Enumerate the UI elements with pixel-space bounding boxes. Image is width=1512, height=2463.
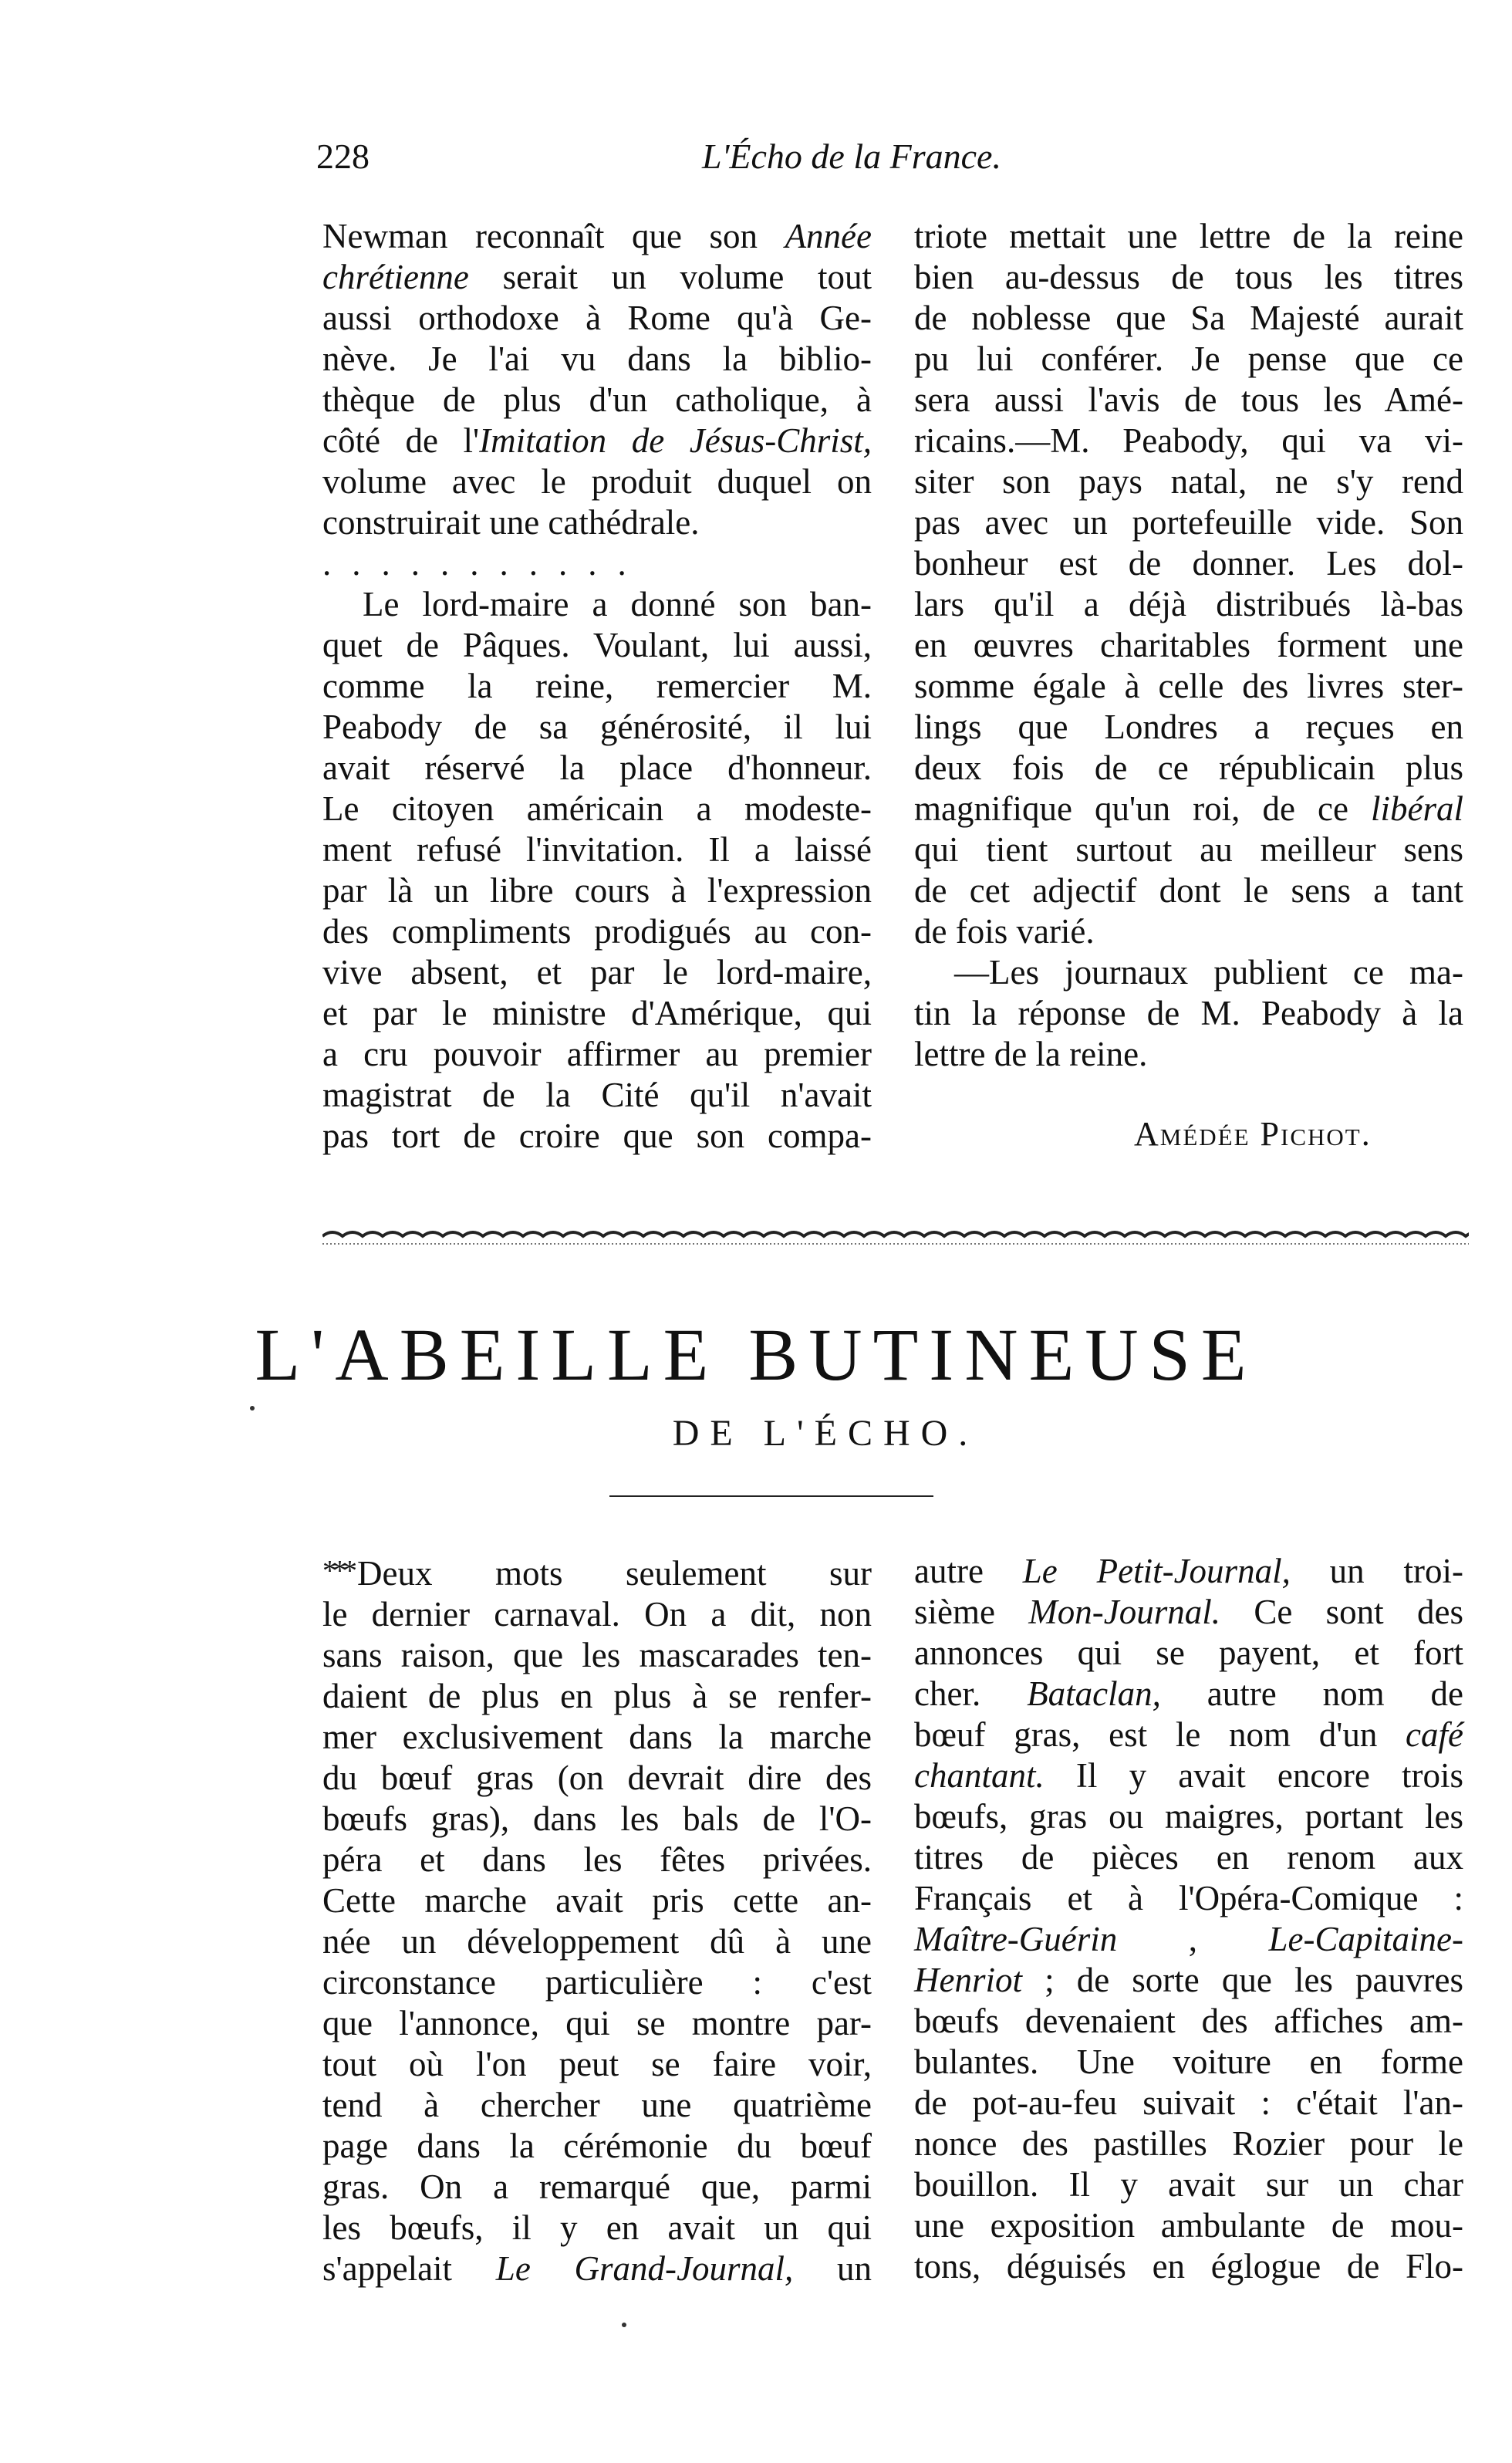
text-line [322,2003,872,2044]
text-segment: tons, déguisés en églogue de Flo- [914,2247,1463,2286]
text-line [322,543,872,584]
text-segment: Ce sont des [1220,1593,1463,1631]
text-line [914,543,1463,584]
text-segment: page dans la cérémonie du bœuf [322,2127,872,2165]
text-segment: Cette marche avait pris cette an- [322,1881,872,1920]
text-segment: sième [914,1593,1029,1631]
text-segment: bœufs, gras ou maigres, portant les [914,1797,1463,1836]
text-segment: titres de pièces en renom aux [914,1838,1463,1877]
text-line [322,216,872,257]
running-header [316,136,1435,182]
text-line [914,502,1463,543]
italic-text: chrétienne [322,258,469,296]
text-segment: bœuf gras, est le nom d'un [914,1715,1406,1754]
section-subtitle: DE L'ÉCHO. [672,1413,979,1454]
text-line [914,993,1463,1034]
text-line [322,298,872,339]
text-line [914,1592,1463,1633]
text-segment: daient de plus en plus à se renfer- [322,1677,872,1715]
text-segment: des compliments prodigués au con- [322,912,872,951]
text-segment: —Les journaux publient ce ma- [954,953,1463,992]
text-line [914,952,1463,993]
text-line [322,1075,872,1116]
text-segment: somme égale à celle des livres ster- [914,667,1463,705]
text-line [914,339,1463,380]
italic-text: chantant. [914,1756,1045,1795]
text-line [322,2208,872,2248]
text-line [322,584,872,625]
text-segment: quet de Pâques. Voulant, lui aussi, [322,626,872,664]
text-segment: pas tort de croire que son compa- [322,1117,872,1155]
text-segment: lars qu'il a déjà distribués là-bas [914,585,1463,623]
text-segment: serait un volume tout [468,258,872,296]
text-line [914,1919,1463,1960]
footer-mark [622,2323,626,2327]
text-segment: aussi orthodoxe à Rome qu'à Ge- [322,299,872,337]
text-line [322,1799,872,1840]
text-segment: deux fois de ce républicain plus [914,748,1463,787]
text-line [322,2126,872,2167]
text-line [914,584,1463,625]
text-segment: bien au-dessus de tous les titres [914,258,1463,296]
text-segment: Newman reconnaît que son [322,217,785,255]
text-segment: ricains.—M. Peabody, qui va vi- [914,421,1463,460]
text-segment: ment refusé l'invitation. Il a laissé [322,830,872,869]
text-segment: , [1117,1920,1269,1958]
text-line [322,911,872,952]
text-line [914,421,1463,461]
text-line [322,502,872,543]
margin-mark [250,1406,255,1411]
text-segment: bulantes. Une voiture en forme [914,2042,1463,2081]
text-line [914,911,1463,952]
italic-text: Maître-Guérin [914,1920,1118,1958]
text-line [322,993,872,1034]
text-segment: de pot-au-feu suivait : c'était l'an- [914,2083,1463,2122]
text-line [322,421,872,461]
italic-text: Le-Capitaine- [1268,1920,1463,1958]
text-line [914,1551,1463,1592]
text-segment: Peabody de sa générosité, il lui [322,708,872,746]
text-line [914,257,1463,298]
text-line [322,339,872,380]
text-line [322,1880,872,1921]
text-line [914,1796,1463,1837]
text-segment: de cet adjectif dont le sens a tant [914,871,1463,910]
text-segment: comme la reine, remercier M. [322,667,872,705]
text-segment: autre [914,1552,1023,1590]
text-segment: gras. On a remarqué que, parmi [322,2167,872,2206]
running-title: L'Écho de la France. [702,137,1001,176]
text-line [322,1840,872,1880]
text-line [914,2042,1463,2083]
text-segment: s'appelait [322,2249,496,2288]
text-line [322,2085,872,2126]
text-line [914,380,1463,421]
italic-text: Bataclan, [1027,1674,1161,1713]
text-segment: a cru pouvoir affirmer au premier [322,1035,872,1073]
text-line [914,216,1463,257]
text-line [322,1962,872,2003]
article2-column-left [322,1551,872,2289]
text-segment: bœufs gras), dans les bals de l'O- [322,1799,872,1838]
text-line [914,666,1463,707]
text-segment: vive absent, et par le lord-maire, [322,953,872,992]
text-line [914,461,1463,502]
text-segment: un [793,2249,872,2288]
text-line [322,625,872,666]
text-segment: les bœufs, il y en avait un qui [322,2208,872,2247]
text-segment: et par le ministre d'Amérique, qui [322,994,872,1032]
text-segment: siter son pays natal, ne s'y rend [914,462,1463,501]
text-segment: autre nom de [1160,1674,1463,1713]
text-line [914,2246,1463,2287]
text-segment: le dernier carnaval. On a dit, non [322,1595,872,1634]
text-line [914,829,1463,870]
text-segment: péra et dans les fêtes privées. [322,1840,872,1879]
text-line [322,870,872,911]
text-line [914,2164,1463,2205]
text-line [914,748,1463,789]
text-segment: de noblesse que Sa Majesté aurait [914,299,1463,337]
text-segment: sera aussi l'avis de tous les Amé- [914,380,1463,419]
text-line [914,2083,1463,2123]
text-segment: tin la réponse de M. Peabody à la [914,994,1463,1032]
text-line [914,1878,1463,1919]
text-segment: par là un libre cours à l'expression [322,871,872,910]
text-segment: pas avec un portefeuille vide. Son [914,503,1463,542]
text-segment: Français et à l'Opéra-Comique : [914,1879,1463,1917]
text-line [322,1676,872,1717]
text-line [322,666,872,707]
text-line [322,952,872,993]
text-segment: Le citoyen américain a modeste- [322,789,872,828]
text-line [914,625,1463,666]
asterism-mark: *** [322,1555,353,1587]
text-segment: avait réservé la place d'honneur. [322,748,872,787]
text-segment: ; de sorte que les pauvres [1022,1961,1463,1999]
text-segment: magnifique qu'un roi, de ce [914,789,1371,828]
author-signature: Amédée Pichot. [1134,1115,1372,1153]
text-segment: de fois varié. [914,912,1095,951]
text-segment: bœufs devenaient des affiches am- [914,2002,1463,2040]
section-title: L'ABEILLE BUTINEUSE [255,1313,1257,1396]
text-line [322,829,872,870]
text-line [914,1837,1463,1878]
text-segment: un troi- [1290,1552,1463,1590]
text-line [914,2205,1463,2246]
text-segment: nève. Je l'ai vu dans la biblio- [322,340,872,378]
text-line [914,870,1463,911]
ornamental-rule [322,1227,1469,1250]
text-line [914,1715,1463,1755]
text-segment: thèque de plus d'un catholique, à [322,380,872,419]
text-segment: lettre de la reine. [914,1035,1148,1073]
text-line [322,707,872,748]
text-segment: Le lord-maire a donné son ban- [363,585,872,623]
text-line [322,380,872,421]
text-segment: magistrat de la Cité qu'il n'avait [322,1076,872,1114]
text-segment: cher. [914,1674,1028,1713]
text-line [322,2044,872,2085]
text-line [914,2001,1463,2042]
article1-column-left [322,216,872,1157]
text-segment: tend à chercher une quatrième [322,2086,872,2124]
text-line [322,1594,872,1635]
article1-column-right [914,216,1463,1075]
text-line [322,2167,872,2208]
text-segment: née un développement dû à une [322,1922,872,1961]
text-segment: que l'annonce, qui se montre par- [322,2004,872,2042]
text-segment: triote mettait une lettre de la reine [914,217,1463,255]
text-segment: construirait une cathédrale. [322,503,700,542]
text-line [914,1960,1463,2001]
text-segment: ........... [322,544,647,583]
text-segment: bonheur est de donner. Les dol- [914,544,1463,583]
italic-text: Année [785,217,872,255]
text-segment: annonces qui se payent, et fort [914,1634,1463,1672]
text-segment: Deux mots seulement sur [357,1554,872,1593]
italic-text: Le Grand-Journal, [495,2249,794,2288]
text-line [914,1034,1463,1075]
text-segment: bouillon. Il y avait sur un char [914,2165,1463,2204]
text-line [322,2248,872,2289]
text-line [914,2123,1463,2164]
text-line [322,1034,872,1075]
text-line [914,1755,1463,1796]
italic-text: Le Petit-Journal, [1022,1552,1291,1590]
text-segment: nonce des pastilles Rozier pour le [914,2124,1463,2163]
text-line [322,1921,872,1962]
title-divider [609,1495,933,1497]
italic-text: Mon-Journal. [1028,1593,1221,1631]
text-line [914,1674,1463,1715]
text-line [914,707,1463,748]
italic-text: café [1406,1715,1463,1754]
text-line [322,1635,872,1676]
text-segment: du bœuf gras (on devrait dire des [322,1759,872,1797]
text-line [322,1717,872,1758]
text-line [322,257,872,298]
page-number: 228 [316,137,370,176]
article2-column-right [914,1551,1463,2287]
text-segment: qui tient surtout au meilleur sens [914,830,1463,869]
text-segment: pu lui conférer. Je pense que ce [914,340,1463,378]
text-segment: côté de l' [322,421,480,460]
text-line [914,789,1463,829]
text-line [322,789,872,829]
text-segment: Il y avait encore trois [1044,1756,1463,1795]
text-line [914,1633,1463,1674]
text-segment: volume avec le produit duquel on [322,462,872,501]
text-segment: circonstance particulière : c'est [322,1963,872,2002]
text-segment: sans raison, que les mascarades ten- [322,1636,872,1674]
italic-text: libéral [1371,789,1463,828]
text-line [914,298,1463,339]
text-segment: en œuvres charitables forment une [914,626,1463,664]
text-segment: mer exclusivement dans la marche [322,1718,872,1756]
text-segment: une exposition ambulante de mou- [914,2206,1463,2245]
text-line [322,748,872,789]
text-line [322,1551,872,1594]
text-line [322,461,872,502]
text-segment: tout où l'on peut se faire voir, [322,2045,872,2083]
italic-text: Imitation de Jésus-Christ, [479,421,872,460]
text-segment: lings que Londres a reçues en [914,708,1463,746]
italic-text: Henriot [914,1961,1022,1999]
text-line [322,1116,872,1157]
text-line [322,1758,872,1799]
